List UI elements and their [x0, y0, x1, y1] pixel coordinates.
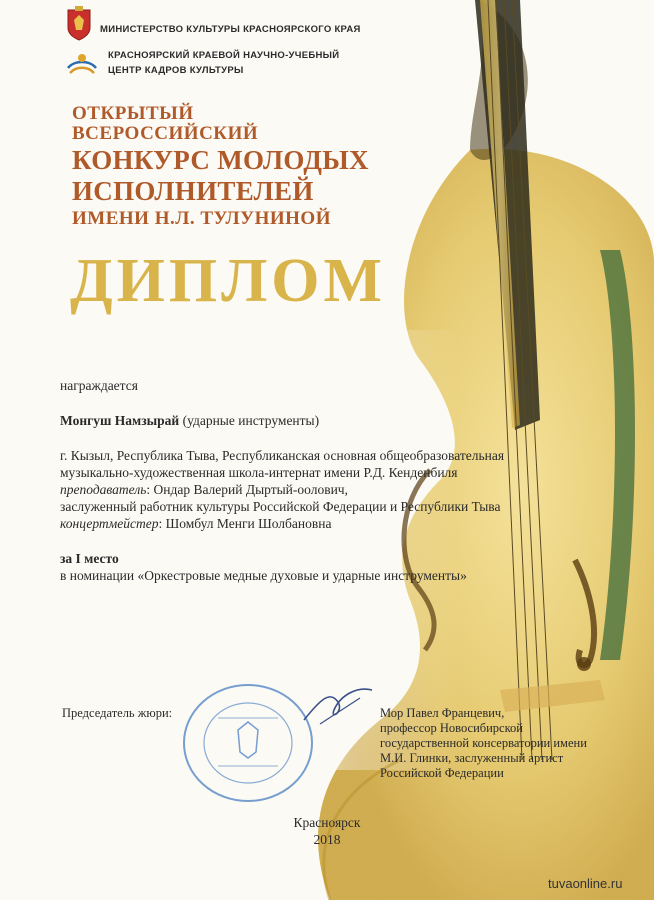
center-name-line1: КРАСНОЯРСКИЙ КРАЕВОЙ НАУЧНО-УЧЕБНЫЙ: [108, 50, 340, 61]
accompanist-label: концертмейстер: [60, 516, 159, 531]
ministry-name: МИНИСТЕРСТВО КУЛЬТУРЫ КРАСНОЯРСКОГО КРАЯ: [100, 24, 361, 35]
title-line2: ВСЕРОССИЙСКИЙ: [72, 123, 259, 144]
title-line5: ИМЕНИ Н.Л. ТУЛУНИНОЙ: [72, 208, 331, 229]
culture-center-logo: [66, 50, 98, 80]
center-name-line2: ЦЕНТР КАДРОВ КУЛЬТУРЫ: [108, 65, 244, 76]
footer-year: 2018: [313, 832, 341, 847]
teacher-label: преподаватель: [60, 482, 147, 497]
school-line1: г. Кызыл, Республика Тыва, Республиканская основная общеобразовательная: [60, 448, 505, 463]
teacher-title: заслуженный работник культуры Российской Федерации и Республики Тыва: [60, 499, 501, 514]
place-line: за I место: [60, 551, 119, 566]
footer-city: Красноярск: [293, 815, 361, 830]
title-line3: КОНКУРС МОЛОДЫХ: [72, 145, 369, 175]
diploma-heading: ДИПЛОМ: [70, 247, 387, 315]
accompanist-name: : Шомбул Менги Шолбановна: [158, 516, 332, 531]
title-line1: ОТКРЫТЫЙ: [72, 103, 194, 124]
signature-mark: [300, 680, 380, 730]
nomination-line: в номинации «Оркестровые медные духовые и ударные инструменты»: [60, 568, 467, 583]
official-stamp: [178, 678, 318, 808]
title-line4: ИСПОЛНИТЕЛЕЙ: [72, 176, 314, 206]
recipient-name: Монгуш Намзырай: [60, 413, 180, 428]
recipient-line: [60, 413, 319, 430]
jury-chair-label: Председатель жюри:: [62, 706, 173, 720]
coat-of-arms-icon: [66, 6, 92, 42]
chair-title-4: Российской Федерации: [380, 766, 504, 780]
chair-title-1: профессор Новосибирской: [380, 721, 523, 735]
teacher-name: : Ондар Валерий Дыртый-оолович,: [146, 482, 348, 497]
chair-title-3: М.И. Глинки, заслуженный артист: [380, 751, 564, 765]
recipient-instrument: (ударные инструменты): [179, 413, 320, 428]
awarded-label: награждается: [60, 378, 138, 393]
accompanist-line: [60, 516, 331, 533]
watermark-site: tuvaonline.ru: [548, 876, 623, 891]
chair-title-2: государственной консерватории имени: [380, 736, 587, 750]
chair-name: Мор Павел Францевич,: [380, 706, 505, 720]
teacher-line: [60, 482, 348, 499]
school-line2: музыкально-художественная школа-интернат имени Р.Д. Кенденбиля: [60, 465, 458, 480]
